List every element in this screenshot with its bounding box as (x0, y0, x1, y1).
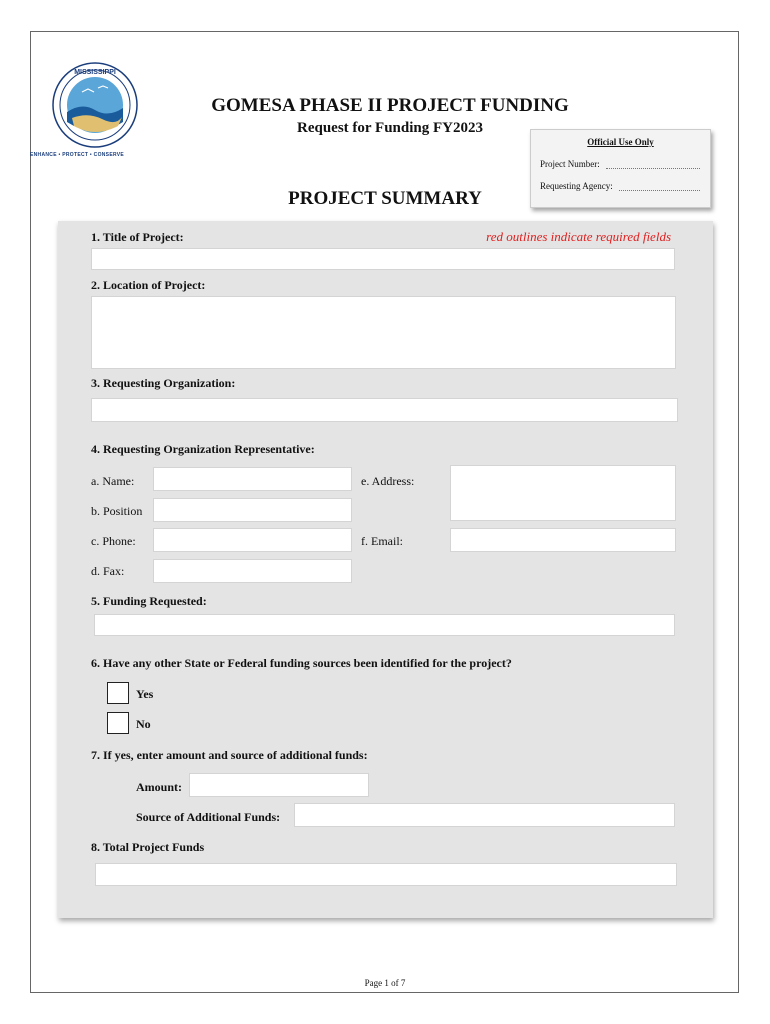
phone-label: c. Phone: (91, 534, 136, 548)
q8-label: 8. Total Project Funds (91, 840, 205, 854)
project-number-label: Project Number: (540, 159, 600, 169)
document-subtitle: Request for Funding FY2023 (297, 120, 483, 136)
address-label: e. Address: (361, 474, 415, 488)
title-of-project-field[interactable] (91, 248, 675, 270)
agency-seal-logo (52, 62, 138, 148)
q7-label: 7. If yes, enter amount and source of additional funds: (91, 748, 368, 762)
name-label: a. Name: (91, 474, 135, 488)
email-label: f. Email: (361, 534, 403, 548)
svg-text:MISSISSIPPI: MISSISSIPPI (74, 69, 116, 76)
requesting-agency-field[interactable] (619, 182, 700, 191)
q5-label: 5. Funding Requested: (91, 594, 207, 608)
position-label: b. Position (91, 504, 143, 518)
source-label: Source of Additional Funds: (136, 810, 281, 824)
requesting-organization-field[interactable] (91, 398, 678, 422)
amount-label: Amount: (136, 780, 183, 794)
q4-label: 4. Requesting Organization Representative: (91, 442, 315, 456)
section-title: PROJECT SUMMARY (288, 188, 482, 209)
yes-label: Yes (136, 687, 154, 701)
q6-label: 6. Have any other State or Federal funding sources been identified for the project? (91, 656, 512, 670)
fax-field[interactable] (153, 559, 352, 583)
total-project-funds-field[interactable] (95, 863, 677, 886)
amount-field[interactable] (189, 773, 369, 797)
official-use-box (530, 129, 711, 208)
q1-label: 1. Title of Project: (91, 230, 184, 244)
logo-tagline: ENHANCE • PROTECT • CONSERVE (30, 152, 125, 158)
location-of-project-field[interactable] (91, 296, 676, 369)
requesting-agency-row (540, 181, 700, 191)
address-field[interactable] (450, 465, 676, 521)
fax-label: d. Fax: (91, 564, 125, 578)
name-field[interactable] (153, 467, 352, 491)
requesting-agency-label: Requesting Agency: (540, 181, 613, 191)
document-title: GOMESA PHASE II PROJECT FUNDING (211, 95, 569, 116)
form-panel (58, 221, 713, 918)
position-field[interactable] (153, 498, 352, 522)
phone-field[interactable] (153, 528, 352, 552)
page-number: Page 1 of 7 (364, 978, 406, 988)
no-label: No (136, 717, 151, 731)
required-fields-note: red outlines indicate required fields (486, 229, 671, 244)
funding-requested-field[interactable] (94, 614, 675, 636)
email-field[interactable] (450, 528, 676, 552)
q2-label: 2. Location of Project: (91, 278, 206, 292)
official-use-title: Official Use Only (587, 137, 654, 147)
source-of-funds-field[interactable] (294, 803, 675, 827)
project-number-row (540, 159, 700, 169)
no-checkbox[interactable] (107, 712, 129, 734)
q3-label: 3. Requesting Organization: (91, 376, 236, 390)
yes-checkbox[interactable] (107, 682, 129, 704)
project-number-field[interactable] (606, 160, 700, 169)
